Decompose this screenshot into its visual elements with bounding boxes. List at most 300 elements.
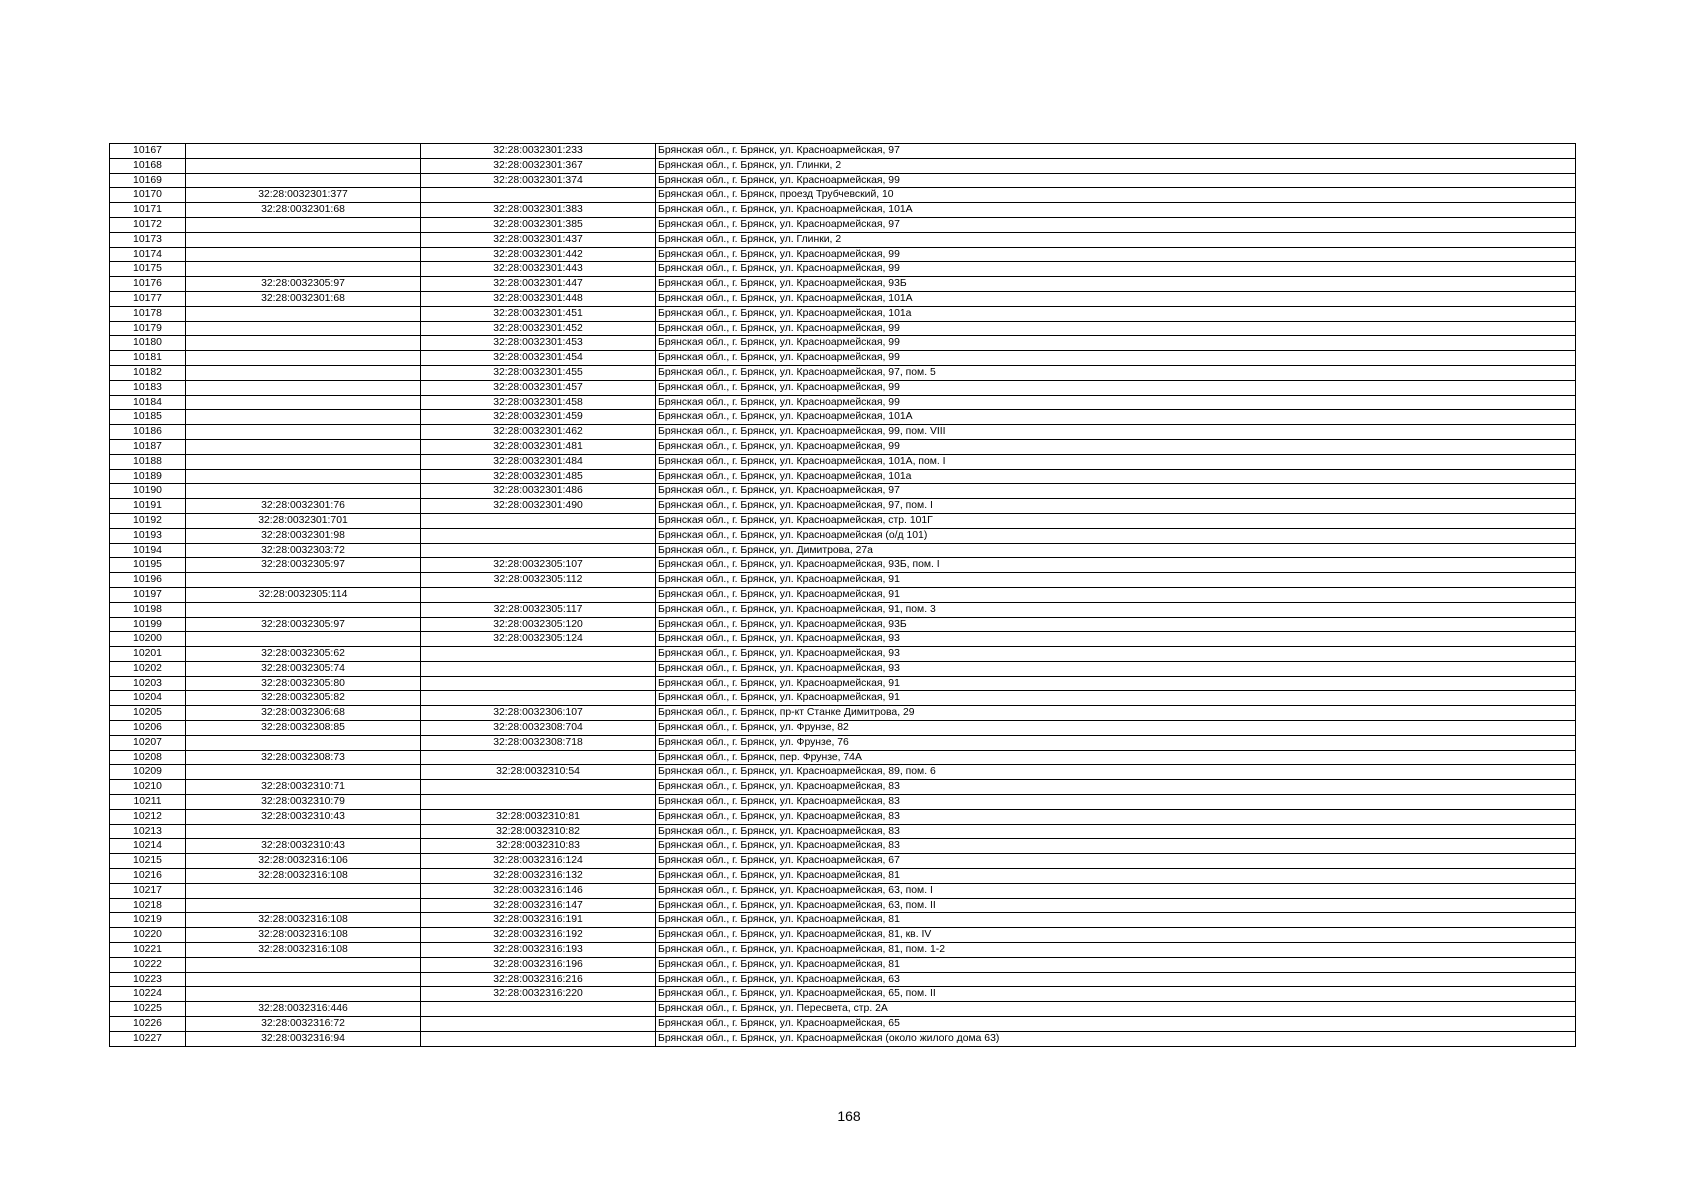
table-row bbox=[110, 957, 1576, 972]
address-cell: Брянская обл., г. Брянск, ул. Красноармейская, 99 bbox=[656, 247, 1576, 262]
cadastral-number-cell bbox=[186, 469, 421, 484]
row-number-cell: 10187 bbox=[110, 439, 186, 454]
row-number-cell: 10190 bbox=[110, 484, 186, 499]
cadastral-number-cell bbox=[186, 972, 421, 987]
object-cadastral-cell: 32:28:0032301:455 bbox=[421, 365, 656, 380]
address-cell: Брянская обл., г. Брянск, ул. Красноармейская, 97 bbox=[656, 144, 1576, 159]
object-cadastral-cell: 32:28:0032301:451 bbox=[421, 306, 656, 321]
object-cadastral-cell: 32:28:0032301:383 bbox=[421, 203, 656, 218]
cadastral-number-cell: 32:28:0032310:79 bbox=[186, 795, 421, 810]
cadastral-number-cell: 32:28:0032316:108 bbox=[186, 869, 421, 884]
table-row bbox=[110, 750, 1576, 765]
address-cell: Брянская обл., г. Брянск, ул. Красноармейская, 91 bbox=[656, 573, 1576, 588]
address-cell: Брянская обл., г. Брянск, ул. Красноармейская, 99 bbox=[656, 439, 1576, 454]
object-cadastral-cell bbox=[421, 750, 656, 765]
cadastral-number-cell: 32:28:0032310:43 bbox=[186, 809, 421, 824]
cadastral-number-cell: 32:28:0032305:74 bbox=[186, 661, 421, 676]
table-row bbox=[110, 987, 1576, 1002]
object-cadastral-cell bbox=[421, 780, 656, 795]
object-cadastral-cell: 32:28:0032316:192 bbox=[421, 928, 656, 943]
cadastral-number-cell: 32:28:0032310:71 bbox=[186, 780, 421, 795]
address-cell: Брянская обл., г. Брянск, ул. Красноармейская, 99 bbox=[656, 380, 1576, 395]
row-number-cell: 10217 bbox=[110, 883, 186, 898]
row-number-cell: 10216 bbox=[110, 869, 186, 884]
row-number-cell: 10180 bbox=[110, 336, 186, 351]
table-row bbox=[110, 1031, 1576, 1046]
table-row bbox=[110, 484, 1576, 499]
cadastral-number-cell: 32:28:0032301:68 bbox=[186, 203, 421, 218]
cadastral-number-cell: 32:28:0032301:68 bbox=[186, 291, 421, 306]
object-cadastral-cell: 32:28:0032310:54 bbox=[421, 765, 656, 780]
object-cadastral-cell: 32:28:0032301:453 bbox=[421, 336, 656, 351]
table-row bbox=[110, 380, 1576, 395]
row-number-cell: 10212 bbox=[110, 809, 186, 824]
row-number-cell: 10169 bbox=[110, 173, 186, 188]
address-cell: Брянская обл., г. Брянск, ул. Красноармейская, 101А bbox=[656, 291, 1576, 306]
address-cell: Брянская обл., г. Брянск, ул. Красноармейская, 67 bbox=[656, 854, 1576, 869]
cadastral-number-cell bbox=[186, 632, 421, 647]
object-cadastral-cell: 32:28:0032301:374 bbox=[421, 173, 656, 188]
row-number-cell: 10205 bbox=[110, 706, 186, 721]
table-row bbox=[110, 1002, 1576, 1017]
row-number-cell: 10172 bbox=[110, 217, 186, 232]
row-number-cell: 10170 bbox=[110, 188, 186, 203]
cadastral-number-cell bbox=[186, 158, 421, 173]
row-number-cell: 10174 bbox=[110, 247, 186, 262]
table-row bbox=[110, 513, 1576, 528]
cadastral-number-cell: 32:28:0032303:72 bbox=[186, 543, 421, 558]
cadastral-number-cell bbox=[186, 247, 421, 262]
table-row bbox=[110, 203, 1576, 218]
table-row bbox=[110, 913, 1576, 928]
table-row bbox=[110, 232, 1576, 247]
row-number-cell: 10191 bbox=[110, 499, 186, 514]
table-row bbox=[110, 854, 1576, 869]
cadastral-number-cell: 32:28:0032305:97 bbox=[186, 617, 421, 632]
table-row bbox=[110, 247, 1576, 262]
address-cell: Брянская обл., г. Брянск, ул. Красноармейская, 97 bbox=[656, 484, 1576, 499]
cadastral-number-cell: 32:28:0032305:114 bbox=[186, 587, 421, 602]
row-number-cell: 10207 bbox=[110, 735, 186, 750]
row-number-cell: 10194 bbox=[110, 543, 186, 558]
address-cell: Брянская обл., г. Брянск, ул. Красноармейская, 81 bbox=[656, 913, 1576, 928]
table-row bbox=[110, 543, 1576, 558]
cadastral-number-cell: 32:28:0032305:97 bbox=[186, 277, 421, 292]
address-cell: Брянская обл., г. Брянск, ул. Красноармейская, 99 bbox=[656, 395, 1576, 410]
object-cadastral-cell: 32:28:0032316:191 bbox=[421, 913, 656, 928]
object-cadastral-cell bbox=[421, 691, 656, 706]
address-cell: Брянская обл., г. Брянск, ул. Димитрова, 27а bbox=[656, 543, 1576, 558]
address-cell: Брянская обл., г. Брянск, ул. Красноармейская, 93Б bbox=[656, 617, 1576, 632]
cadastral-number-cell: 32:28:0032316:106 bbox=[186, 854, 421, 869]
table-row bbox=[110, 144, 1576, 159]
object-cadastral-cell: 32:28:0032301:442 bbox=[421, 247, 656, 262]
address-cell: Брянская обл., г. Брянск, ул. Фрунзе, 82 bbox=[656, 721, 1576, 736]
cadastral-number-cell bbox=[186, 425, 421, 440]
cadastral-number-cell bbox=[186, 365, 421, 380]
object-cadastral-cell bbox=[421, 661, 656, 676]
row-number-cell: 10171 bbox=[110, 203, 186, 218]
address-cell: Брянская обл., г. Брянск, ул. Красноармейская, 83 bbox=[656, 824, 1576, 839]
cadastral-number-cell bbox=[186, 395, 421, 410]
table-row bbox=[110, 721, 1576, 736]
table-row bbox=[110, 706, 1576, 721]
cadastral-number-cell bbox=[186, 765, 421, 780]
row-number-cell: 10177 bbox=[110, 291, 186, 306]
table-row bbox=[110, 454, 1576, 469]
object-cadastral-cell: 32:28:0032301:459 bbox=[421, 410, 656, 425]
address-cell: Брянская обл., г. Брянск, ул. Красноармейская, 93 bbox=[656, 661, 1576, 676]
table-row bbox=[110, 425, 1576, 440]
table-row bbox=[110, 972, 1576, 987]
object-cadastral-cell: 32:28:0032301:457 bbox=[421, 380, 656, 395]
address-cell: Брянская обл., г. Брянск, ул. Красноармейская, 99, пом. VIII bbox=[656, 425, 1576, 440]
cadastral-number-cell bbox=[186, 824, 421, 839]
table-row bbox=[110, 809, 1576, 824]
address-cell: Брянская обл., г. Брянск, ул. Красноармейская, 93Б bbox=[656, 277, 1576, 292]
object-cadastral-cell: 32:28:0032316:146 bbox=[421, 883, 656, 898]
row-number-cell: 10213 bbox=[110, 824, 186, 839]
row-number-cell: 10208 bbox=[110, 750, 186, 765]
object-cadastral-cell: 32:28:0032301:452 bbox=[421, 321, 656, 336]
cadastral-number-cell bbox=[186, 232, 421, 247]
address-cell: Брянская обл., г. Брянск, ул. Красноармейская, 83 bbox=[656, 809, 1576, 824]
table-row bbox=[110, 943, 1576, 958]
object-cadastral-cell bbox=[421, 188, 656, 203]
row-number-cell: 10204 bbox=[110, 691, 186, 706]
cadastral-number-cell: 32:28:0032305:97 bbox=[186, 558, 421, 573]
address-cell: Брянская обл., г. Брянск, ул. Красноармейская, 65 bbox=[656, 1017, 1576, 1032]
object-cadastral-cell: 32:28:0032301:454 bbox=[421, 351, 656, 366]
table-row bbox=[110, 528, 1576, 543]
table-row bbox=[110, 602, 1576, 617]
object-cadastral-cell: 32:28:0032301:484 bbox=[421, 454, 656, 469]
cadastral-number-cell bbox=[186, 957, 421, 972]
address-cell: Брянская обл., г. Брянск, ул. Красноармейская, 65, пом. II bbox=[656, 987, 1576, 1002]
cadastral-number-cell: 32:28:0032310:43 bbox=[186, 839, 421, 854]
table-row bbox=[110, 410, 1576, 425]
cadastral-number-cell bbox=[186, 987, 421, 1002]
row-number-cell: 10198 bbox=[110, 602, 186, 617]
row-number-cell: 10192 bbox=[110, 513, 186, 528]
table-row bbox=[110, 587, 1576, 602]
table-row bbox=[110, 499, 1576, 514]
address-cell: Брянская обл., г. Брянск, ул. Красноармейская, 101А bbox=[656, 203, 1576, 218]
cadastral-number-cell: 32:28:0032316:108 bbox=[186, 913, 421, 928]
row-number-cell: 10203 bbox=[110, 676, 186, 691]
table-row bbox=[110, 928, 1576, 943]
object-cadastral-cell: 32:28:0032316:216 bbox=[421, 972, 656, 987]
row-number-cell: 10188 bbox=[110, 454, 186, 469]
table-row bbox=[110, 291, 1576, 306]
cadastral-number-cell: 32:28:0032308:73 bbox=[186, 750, 421, 765]
table-row bbox=[110, 780, 1576, 795]
object-cadastral-cell bbox=[421, 528, 656, 543]
table-row bbox=[110, 839, 1576, 854]
row-number-cell: 10218 bbox=[110, 898, 186, 913]
address-cell: Брянская обл., г. Брянск, ул. Красноармейская, 91 bbox=[656, 587, 1576, 602]
row-number-cell: 10223 bbox=[110, 972, 186, 987]
address-cell: Брянская обл., г. Брянск, ул. Красноармейская, 83 bbox=[656, 780, 1576, 795]
object-cadastral-cell: 32:28:0032301:448 bbox=[421, 291, 656, 306]
cadastral-number-cell bbox=[186, 321, 421, 336]
table-row bbox=[110, 661, 1576, 676]
row-number-cell: 10227 bbox=[110, 1031, 186, 1046]
table-row bbox=[110, 158, 1576, 173]
row-number-cell: 10202 bbox=[110, 661, 186, 676]
address-cell: Брянская обл., г. Брянск, ул. Красноармейская, 81 bbox=[656, 869, 1576, 884]
object-cadastral-cell: 32:28:0032301:490 bbox=[421, 499, 656, 514]
row-number-cell: 10219 bbox=[110, 913, 186, 928]
table-row bbox=[110, 883, 1576, 898]
row-number-cell: 10210 bbox=[110, 780, 186, 795]
cadastral-number-cell: 32:28:0032301:701 bbox=[186, 513, 421, 528]
object-cadastral-cell: 32:28:0032316:147 bbox=[421, 898, 656, 913]
row-number-cell: 10197 bbox=[110, 587, 186, 602]
object-cadastral-cell: 32:28:0032305:120 bbox=[421, 617, 656, 632]
cadastral-number-cell bbox=[186, 602, 421, 617]
address-cell: Брянская обл., г. Брянск, ул. Красноармейская, 63, пом. II bbox=[656, 898, 1576, 913]
address-cell: Брянская обл., г. Брянск, ул. Красноармейская, 89, пом. 6 bbox=[656, 765, 1576, 780]
row-number-cell: 10168 bbox=[110, 158, 186, 173]
address-cell: Брянская обл., г. Брянск, ул. Красноармейская, 93Б, пом. I bbox=[656, 558, 1576, 573]
address-cell: Брянская обл., г. Брянск, ул. Красноармейская, 99 bbox=[656, 262, 1576, 277]
object-cadastral-cell: 32:28:0032301:443 bbox=[421, 262, 656, 277]
row-number-cell: 10178 bbox=[110, 306, 186, 321]
table-row bbox=[110, 262, 1576, 277]
table-row bbox=[110, 765, 1576, 780]
table-row bbox=[110, 1017, 1576, 1032]
address-cell: Брянская обл., г. Брянск, ул. Красноармейская, 91 bbox=[656, 676, 1576, 691]
object-cadastral-cell: 32:28:0032310:83 bbox=[421, 839, 656, 854]
row-number-cell: 10185 bbox=[110, 410, 186, 425]
cadastral-number-cell: 32:28:0032308:85 bbox=[186, 721, 421, 736]
table-row bbox=[110, 173, 1576, 188]
object-cadastral-cell: 32:28:0032301:447 bbox=[421, 277, 656, 292]
cadastral-number-cell bbox=[186, 484, 421, 499]
address-cell: Брянская обл., г. Брянск, ул. Красноармейская, 97 bbox=[656, 217, 1576, 232]
address-cell: Брянская обл., г. Брянск, ул. Глинки, 2 bbox=[656, 158, 1576, 173]
object-cadastral-cell: 32:28:0032305:107 bbox=[421, 558, 656, 573]
object-cadastral-cell: 32:28:0032301:385 bbox=[421, 217, 656, 232]
cadastral-number-cell: 32:28:0032301:98 bbox=[186, 528, 421, 543]
address-cell: Брянская обл., г. Брянск, ул. Глинки, 2 bbox=[656, 232, 1576, 247]
object-cadastral-cell: 32:28:0032305:117 bbox=[421, 602, 656, 617]
row-number-cell: 10186 bbox=[110, 425, 186, 440]
address-cell: Брянская обл., г. Брянск, ул. Красноармейская, 99 bbox=[656, 351, 1576, 366]
cadastral-number-cell bbox=[186, 262, 421, 277]
address-cell: Брянская обл., г. Брянск, ул. Фрунзе, 76 bbox=[656, 735, 1576, 750]
cadastral-number-cell bbox=[186, 336, 421, 351]
table-row bbox=[110, 735, 1576, 750]
row-number-cell: 10214 bbox=[110, 839, 186, 854]
address-cell: Брянская обл., г. Брянск, ул. Пересвета, стр. 2А bbox=[656, 1002, 1576, 1017]
address-cell: Брянская обл., г. Брянск, проезд Трубчевский, 10 bbox=[656, 188, 1576, 203]
cadastral-number-cell: 32:28:0032305:82 bbox=[186, 691, 421, 706]
object-cadastral-cell: 32:28:0032301:462 bbox=[421, 425, 656, 440]
address-cell: Брянская обл., г. Брянск, пр-кт Станке Димитрова, 29 bbox=[656, 706, 1576, 721]
row-number-cell: 10183 bbox=[110, 380, 186, 395]
row-number-cell: 10199 bbox=[110, 617, 186, 632]
address-cell: Брянская обл., г. Брянск, ул. Красноармейская, 83 bbox=[656, 795, 1576, 810]
row-number-cell: 10179 bbox=[110, 321, 186, 336]
row-number-cell: 10226 bbox=[110, 1017, 186, 1032]
table-row bbox=[110, 469, 1576, 484]
table-row bbox=[110, 188, 1576, 203]
cadastral-number-cell bbox=[186, 883, 421, 898]
cadastral-number-cell bbox=[186, 735, 421, 750]
table-row bbox=[110, 573, 1576, 588]
object-cadastral-cell: 32:28:0032305:112 bbox=[421, 573, 656, 588]
cadastral-number-cell bbox=[186, 454, 421, 469]
address-cell: Брянская обл., г. Брянск, ул. Красноармейская, 81, кв. IV bbox=[656, 928, 1576, 943]
table-row bbox=[110, 795, 1576, 810]
row-number-cell: 10211 bbox=[110, 795, 186, 810]
object-cadastral-cell bbox=[421, 795, 656, 810]
object-cadastral-cell: 32:28:0032306:107 bbox=[421, 706, 656, 721]
row-number-cell: 10209 bbox=[110, 765, 186, 780]
cadastral-number-cell bbox=[186, 573, 421, 588]
cadastral-number-cell bbox=[186, 173, 421, 188]
address-cell: Брянская обл., г. Брянск, ул. Красноармейская, стр. 101Г bbox=[656, 513, 1576, 528]
cadastral-number-cell bbox=[186, 380, 421, 395]
table-row bbox=[110, 676, 1576, 691]
table-row bbox=[110, 869, 1576, 884]
address-cell: Брянская обл., г. Брянск, ул. Красноармейская (около жилого дома 63) bbox=[656, 1031, 1576, 1046]
cadastral-number-cell bbox=[186, 351, 421, 366]
object-cadastral-cell: 32:28:0032301:485 bbox=[421, 469, 656, 484]
row-number-cell: 10175 bbox=[110, 262, 186, 277]
table-row bbox=[110, 632, 1576, 647]
row-number-cell: 10225 bbox=[110, 1002, 186, 1017]
table-row bbox=[110, 439, 1576, 454]
object-cadastral-cell: 32:28:0032308:704 bbox=[421, 721, 656, 736]
table-row bbox=[110, 558, 1576, 573]
address-cell: Брянская обл., г. Брянск, ул. Красноармейская, 91 bbox=[656, 691, 1576, 706]
row-number-cell: 10222 bbox=[110, 957, 186, 972]
address-cell: Брянская обл., г. Брянск, ул. Красноармейская, 81, пом. 1-2 bbox=[656, 943, 1576, 958]
object-cadastral-cell bbox=[421, 543, 656, 558]
address-cell: Брянская обл., г. Брянск, ул. Красноармейская, 81 bbox=[656, 957, 1576, 972]
table-row bbox=[110, 824, 1576, 839]
object-cadastral-cell bbox=[421, 1017, 656, 1032]
registry-table-body bbox=[110, 144, 1576, 1047]
address-cell: Брянская обл., г. Брянск, ул. Красноармейская (о/д 101) bbox=[656, 528, 1576, 543]
table-row bbox=[110, 898, 1576, 913]
table-row bbox=[110, 691, 1576, 706]
address-cell: Брянская обл., г. Брянск, ул. Красноармейская, 91, пом. 3 bbox=[656, 602, 1576, 617]
row-number-cell: 10176 bbox=[110, 277, 186, 292]
table-row bbox=[110, 217, 1576, 232]
table-row bbox=[110, 351, 1576, 366]
object-cadastral-cell: 32:28:0032301:486 bbox=[421, 484, 656, 499]
address-cell: Брянская обл., г. Брянск, пер. Фрунзе, 74А bbox=[656, 750, 1576, 765]
address-cell: Брянская обл., г. Брянск, ул. Красноармейская, 99 bbox=[656, 173, 1576, 188]
address-cell: Брянская обл., г. Брянск, ул. Красноармейская, 83 bbox=[656, 839, 1576, 854]
table-row bbox=[110, 647, 1576, 662]
address-cell: Брянская обл., г. Брянск, ул. Красноармейская, 99 bbox=[656, 336, 1576, 351]
object-cadastral-cell bbox=[421, 513, 656, 528]
row-number-cell: 10206 bbox=[110, 721, 186, 736]
address-cell: Брянская обл., г. Брянск, ул. Красноармейская, 97, пом. I bbox=[656, 499, 1576, 514]
row-number-cell: 10189 bbox=[110, 469, 186, 484]
row-number-cell: 10220 bbox=[110, 928, 186, 943]
table-row bbox=[110, 277, 1576, 292]
cadastral-number-cell: 32:28:0032301:377 bbox=[186, 188, 421, 203]
table-row bbox=[110, 336, 1576, 351]
registry-table bbox=[109, 143, 1576, 1047]
cadastral-number-cell: 32:28:0032305:62 bbox=[186, 647, 421, 662]
row-number-cell: 10196 bbox=[110, 573, 186, 588]
address-cell: Брянская обл., г. Брянск, ул. Красноармейская, 101А bbox=[656, 410, 1576, 425]
cadastral-number-cell: 32:28:0032305:80 bbox=[186, 676, 421, 691]
object-cadastral-cell: 32:28:0032316:193 bbox=[421, 943, 656, 958]
address-cell: Брянская обл., г. Брянск, ул. Красноармейская, 93 bbox=[656, 647, 1576, 662]
object-cadastral-cell: 32:28:0032310:82 bbox=[421, 824, 656, 839]
table-row bbox=[110, 365, 1576, 380]
row-number-cell: 10182 bbox=[110, 365, 186, 380]
cadastral-number-cell bbox=[186, 217, 421, 232]
row-number-cell: 10173 bbox=[110, 232, 186, 247]
cadastral-number-cell bbox=[186, 439, 421, 454]
address-cell: Брянская обл., г. Брянск, ул. Красноармейская, 99 bbox=[656, 321, 1576, 336]
object-cadastral-cell bbox=[421, 1031, 656, 1046]
object-cadastral-cell: 32:28:0032310:81 bbox=[421, 809, 656, 824]
address-cell: Брянская обл., г. Брянск, ул. Красноармейская, 101а bbox=[656, 306, 1576, 321]
cadastral-number-cell: 32:28:0032301:76 bbox=[186, 499, 421, 514]
address-cell: Брянская обл., г. Брянск, ул. Красноармейская, 93 bbox=[656, 632, 1576, 647]
row-number-cell: 10215 bbox=[110, 854, 186, 869]
row-number-cell: 10167 bbox=[110, 144, 186, 159]
object-cadastral-cell: 32:28:0032316:124 bbox=[421, 854, 656, 869]
address-cell: Брянская обл., г. Брянск, ул. Красноармейская, 101А, пом. I bbox=[656, 454, 1576, 469]
row-number-cell: 10181 bbox=[110, 351, 186, 366]
address-cell: Брянская обл., г. Брянск, ул. Красноармейская, 63, пом. I bbox=[656, 883, 1576, 898]
object-cadastral-cell bbox=[421, 1002, 656, 1017]
cadastral-number-cell bbox=[186, 898, 421, 913]
object-cadastral-cell bbox=[421, 676, 656, 691]
object-cadastral-cell: 32:28:0032301:458 bbox=[421, 395, 656, 410]
object-cadastral-cell: 32:28:0032316:220 bbox=[421, 987, 656, 1002]
table-row bbox=[110, 617, 1576, 632]
cadastral-number-cell bbox=[186, 410, 421, 425]
object-cadastral-cell: 32:28:0032305:124 bbox=[421, 632, 656, 647]
object-cadastral-cell: 32:28:0032308:718 bbox=[421, 735, 656, 750]
object-cadastral-cell bbox=[421, 587, 656, 602]
cadastral-number-cell: 32:28:0032306:68 bbox=[186, 706, 421, 721]
table-row bbox=[110, 395, 1576, 410]
row-number-cell: 10201 bbox=[110, 647, 186, 662]
table-row bbox=[110, 321, 1576, 336]
object-cadastral-cell: 32:28:0032316:196 bbox=[421, 957, 656, 972]
cadastral-number-cell: 32:28:0032316:108 bbox=[186, 928, 421, 943]
table-row bbox=[110, 306, 1576, 321]
row-number-cell: 10195 bbox=[110, 558, 186, 573]
row-number-cell: 10221 bbox=[110, 943, 186, 958]
cadastral-number-cell: 32:28:0032316:446 bbox=[186, 1002, 421, 1017]
object-cadastral-cell: 32:28:0032301:437 bbox=[421, 232, 656, 247]
object-cadastral-cell: 32:28:0032301:481 bbox=[421, 439, 656, 454]
cadastral-number-cell bbox=[186, 306, 421, 321]
object-cadastral-cell bbox=[421, 647, 656, 662]
object-cadastral-cell: 32:28:0032301:233 bbox=[421, 144, 656, 159]
cadastral-number-cell: 32:28:0032316:94 bbox=[186, 1031, 421, 1046]
row-number-cell: 10193 bbox=[110, 528, 186, 543]
row-number-cell: 10224 bbox=[110, 987, 186, 1002]
page-number: 168 bbox=[837, 1108, 861, 1124]
cadastral-number-cell bbox=[186, 144, 421, 159]
address-cell: Брянская обл., г. Брянск, ул. Красноармейская, 63 bbox=[656, 972, 1576, 987]
